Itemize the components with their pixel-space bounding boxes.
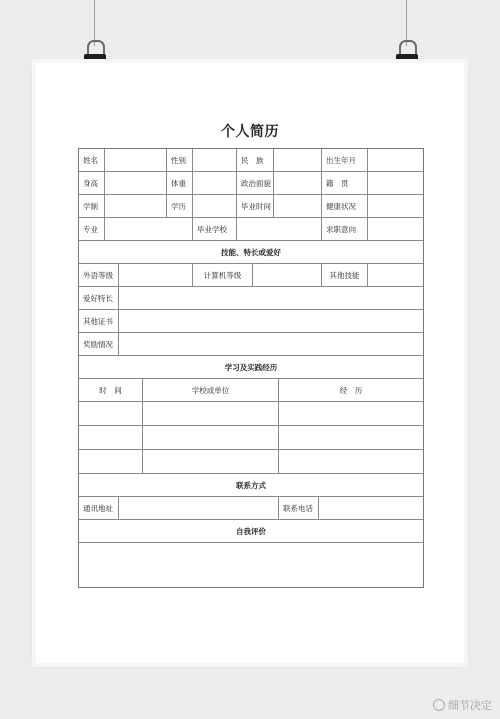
exp-time-cell[interactable] [79, 402, 143, 425]
exp-detail-cell[interactable] [279, 402, 423, 425]
value-graduation-time[interactable] [274, 195, 322, 217]
label-phone: 联系电话 [279, 497, 319, 519]
section-title-skills: 技能、特长或爱好 [221, 247, 281, 257]
label-native: 籍 贯 [322, 172, 368, 194]
value-ethnicity[interactable] [274, 149, 322, 171]
label-job-intention: 求职意向 [322, 218, 368, 240]
section-header [79, 241, 423, 264]
table-row [79, 333, 423, 356]
page-title: 个人简历 [221, 124, 279, 140]
resume-sheet [36, 63, 464, 663]
label-computer: 计算机等级 [193, 264, 253, 286]
label-awards: 奖励情况 [79, 333, 119, 355]
section-header [79, 356, 423, 379]
col-header-experience: 经 历 [339, 385, 363, 395]
section-title-self-eval: 自我评价 [236, 526, 266, 536]
table-row [79, 426, 423, 450]
label-hobbies: 爱好特长 [79, 287, 119, 309]
label-graduation-time: 毕业时间 [237, 195, 274, 217]
col-header-school: 学校或单位 [143, 379, 279, 401]
table-row [79, 287, 423, 310]
value-height[interactable] [105, 172, 167, 194]
section-header [79, 474, 423, 497]
table-row [79, 310, 423, 333]
label-school: 毕业学校 [193, 218, 237, 240]
exp-time-cell[interactable] [79, 426, 143, 449]
value-address[interactable] [119, 497, 279, 519]
value-name[interactable] [105, 149, 167, 171]
exp-detail-cell[interactable] [279, 426, 423, 449]
table-row [79, 218, 423, 241]
col-header-time: 时 间 [79, 379, 143, 401]
table-row [79, 379, 423, 402]
value-birth[interactable] [368, 149, 423, 171]
value-job-intention[interactable] [368, 218, 423, 240]
exp-school-cell[interactable] [143, 402, 279, 425]
value-gender[interactable] [193, 149, 237, 171]
label-health: 健康状况 [322, 195, 368, 217]
watermark-logo-icon [433, 699, 445, 711]
value-native[interactable] [368, 172, 423, 194]
label-name: 姓名 [79, 149, 105, 171]
value-school[interactable] [237, 218, 322, 240]
table-row [79, 264, 423, 287]
table-row [79, 543, 423, 587]
value-major[interactable] [105, 218, 193, 240]
table-row [79, 195, 423, 218]
value-schooling[interactable] [105, 195, 167, 217]
value-computer[interactable] [253, 264, 322, 286]
label-other-skills: 其他技能 [322, 264, 368, 286]
label-education: 学历 [167, 195, 193, 217]
label-political: 政治面貌 [237, 172, 274, 194]
section-title-experience: 学习及实践经历 [224, 362, 278, 372]
label-major: 专业 [79, 218, 105, 240]
exp-school-cell[interactable] [143, 426, 279, 449]
value-awards[interactable] [119, 333, 423, 355]
value-other-skills[interactable] [368, 264, 423, 286]
section-title-contact: 联系方式 [236, 480, 266, 490]
value-weight[interactable] [193, 172, 237, 194]
label-gender: 性别 [167, 149, 193, 171]
label-other-cert: 其他证书 [79, 310, 119, 332]
label-birth: 出生年月 [322, 149, 368, 171]
watermark [433, 697, 492, 713]
value-education[interactable] [193, 195, 237, 217]
value-hobbies[interactable] [119, 287, 423, 309]
table-row [79, 402, 423, 426]
exp-school-cell[interactable] [143, 450, 279, 473]
label-foreign-language: 外语等级 [79, 264, 119, 286]
table-row [79, 450, 423, 474]
value-foreign-language[interactable] [119, 264, 193, 286]
value-political[interactable] [274, 172, 322, 194]
table-row [79, 172, 423, 195]
label-schooling: 学制 [79, 195, 105, 217]
value-phone[interactable] [319, 497, 423, 519]
value-self-eval[interactable] [79, 543, 423, 587]
exp-detail-cell[interactable] [279, 450, 423, 473]
value-other-cert[interactable] [119, 310, 423, 332]
resume-form-table [78, 148, 424, 588]
exp-time-cell[interactable] [79, 450, 143, 473]
watermark-text: 细节决定 [448, 699, 492, 712]
value-health[interactable] [368, 195, 423, 217]
label-address: 通讯地址 [79, 497, 119, 519]
section-header [79, 520, 423, 543]
table-row [79, 149, 423, 172]
label-weight: 体重 [167, 172, 193, 194]
table-row [79, 497, 423, 520]
label-height: 身高 [79, 172, 105, 194]
label-ethnicity: 民 族 [237, 149, 274, 171]
